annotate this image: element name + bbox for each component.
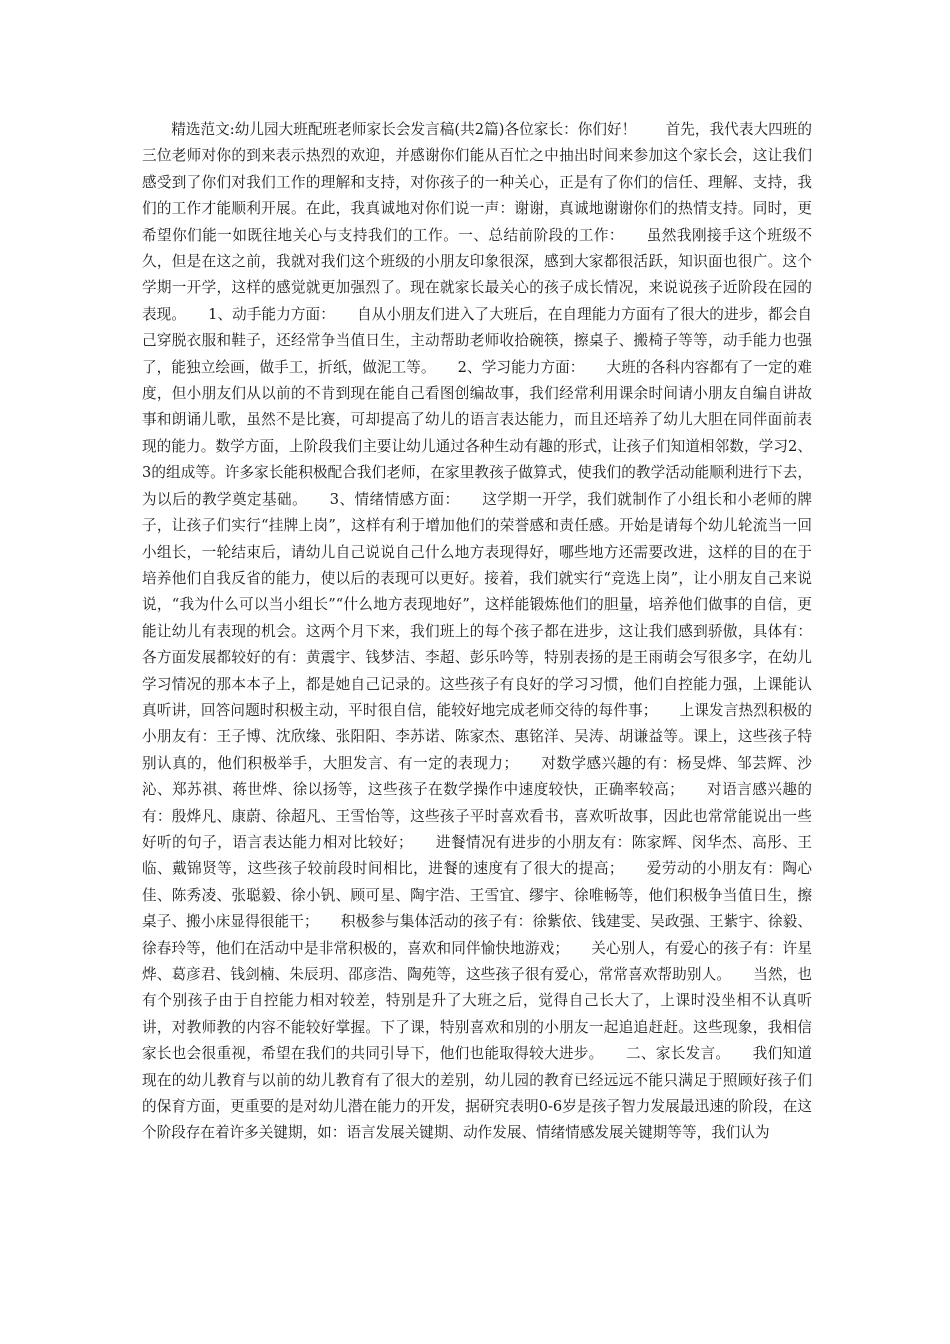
- document-page: [142, 117, 812, 1147]
- body-paragraph: 精选范文:幼儿园大班配班老师家长会发言稿(共2篇)各位家长：你们好！ 首先，我代表大四班的三位老师对你的到来表示热烈的欢迎，并感谢你们能从百忙之中抽出时间来参加这个家长会，这让我们感受到了你们对我们工作的理解和支持，对你孩子的一种关心，正是有了你们的信任、理解、支持，我们的工作才能顺利开展。在此，我真诚地对你们说一声：谢谢，真诚地谢谢你们的热情支持。同时，更希望你们能一如既往地关心与支持我们的工作。一、总结前阶段的工作： 虽然我刚接手这个班级不久，但是在这之前，我就对我们这个班级的小朋友印象很深，感到大家都很活跃，知识面也很广。这个学期一开学，这样的感觉就更加强烈了。现在就家长最关心的孩子成长情况，来说说孩子近阶段在园的表现。 1、动手能力方面： 自从小朋友们进入了大班后，在自理能力方面有了很大的进步，都会自己穿脱衣服和鞋子，还经常争当值日生，主动帮助老师收拾碗筷，擦桌子、搬椅子等等，动手能力也强了，能独立绘画，做手工，折纸，做泥工等。 2、学习能力方面： 大班的各科内容都有了一定的难度，但小朋友们从以前的不肯到现在能自己看图创编故事，我们经常利用课余时间请小朋友自编自讲故事和朗诵儿歌，虽然不是比赛，可却提高了幼儿的语言表达能力，而且还培养了幼儿大胆在同伴面前表现的能力。数学方面，上阶段我们主要让幼儿通过各种生动有趣的形式，让孩子们知道相邻数，学习2、3的组成等。许多家长能积极配合我们老师，在家里教孩子做算式，使我们的教学活动能顺利进行下去，为以后的教学奠定基础。 3、情绪情感方面： 这学期一开学，我们就制作了小组长和小老师的牌子，让孩子们实行“挂牌上岗”，这样有利于增加他们的荣誉感和责任感。开始是请每个幼儿轮流当一回小组长，一轮结束后，请幼儿自己说说自己什么地方表现得好，哪些地方还需要改进，这样的目的在于培养他们自我反省的能力，使以后的表现可以更好。接着，我们就实行“竞选上岗”，让小朋友自己来说说，“我为什么可以当小组长”“什么地方表现地好”，这样能锻炼他们的胆量，培养他们做事的自信，更能让幼儿有表现的机会。这两个月下来，我们班上的每个孩子都在进步，这让我们感到骄傲，具体有：各方面发展都较好的有：黄震宇、钱梦洁、李超、彭乐吟等，特别表扬的是王雨萌会写很多字，在幼儿学习情况的那本本子上，都是她自己记录的。这些孩子有良好的学习习惯，他们自控能力强，上课能认真听讲，回答问题时积极主动，平时很自信，能较好地完成老师交待的每件事； 上课发言热烈积极的小朋友有：王子博、沈欣缘、张阳阳、李苏诺、陈家杰、惠铭洋、吴涛、胡谦益等。课上，这些孩子特别认真的，他们积极举手，大胆发言、有一定的表现力； 对数学感兴趣的有：杨旻烨、邹芸辉、沙沁、郑苏祺、蒋世烨、徐以扬等，这些孩子在数学操作中速度较快，正确率较高； 对语言感兴趣的有：殷烨凡、康蔚、徐超凡、王雪怡等，这些孩子平时喜欢看书，喜欢听故事，因此也常常能说出一些好听的句子，语言表达能力相对比较好； 进餐情况有进步的小朋友有：陈家辉、闵华杰、高彤、王临、戴锦贤等，这些孩子较前段时间相比，进餐的速度有了很大的提高； 爱劳动的小朋友有：陶心佳、陈秀凌、张聪毅、徐小钒、顾可星、陶宇浩、王雪宜、缪宇、徐唯畅等，他们积极争当值日生，擦桌子、搬小床显得很能干； 积极参与集体活动的孩子有：徐紫依、钱建雯、吴政强、王紫宇、徐毅、徐春玲等，他们在活动中是非常积极的，喜欢和同伴愉快地游戏； 关心别人，有爱心的孩子有：许星烨、葛彦君、钱剑楠、朱辰玥、邵彦浩、陶苑等，这些孩子很有爱心，常常喜欢帮助别人。 当然，也有个别孩子由于自控能力相对较差，特别是升了大班之后，觉得自己长大了，上课时没坐相不认真听讲，对教师教的内容不能较好掌握。下了课，特别喜欢和別的小朋友一起追追赶赶。这些现象，我相信家长也会很重视，希望在我们的共同引导下，他们也能取得较大进步。 二、家长发言。 我们知道现在的幼儿教育与以前的幼儿教育有了很大的差别，幼儿园的教育已经远远不能只满足于照顾好孩子们的保育方面，更重要的是对幼儿潜在能力的开发，据研究表明0-6岁是孩子智力发展最迅速的阶段，在这个阶段存在着许多关键期，如：语言发展关键期、动作发展、情绪情感发展关键期等等，我们认为: [142, 121, 812, 1142]
